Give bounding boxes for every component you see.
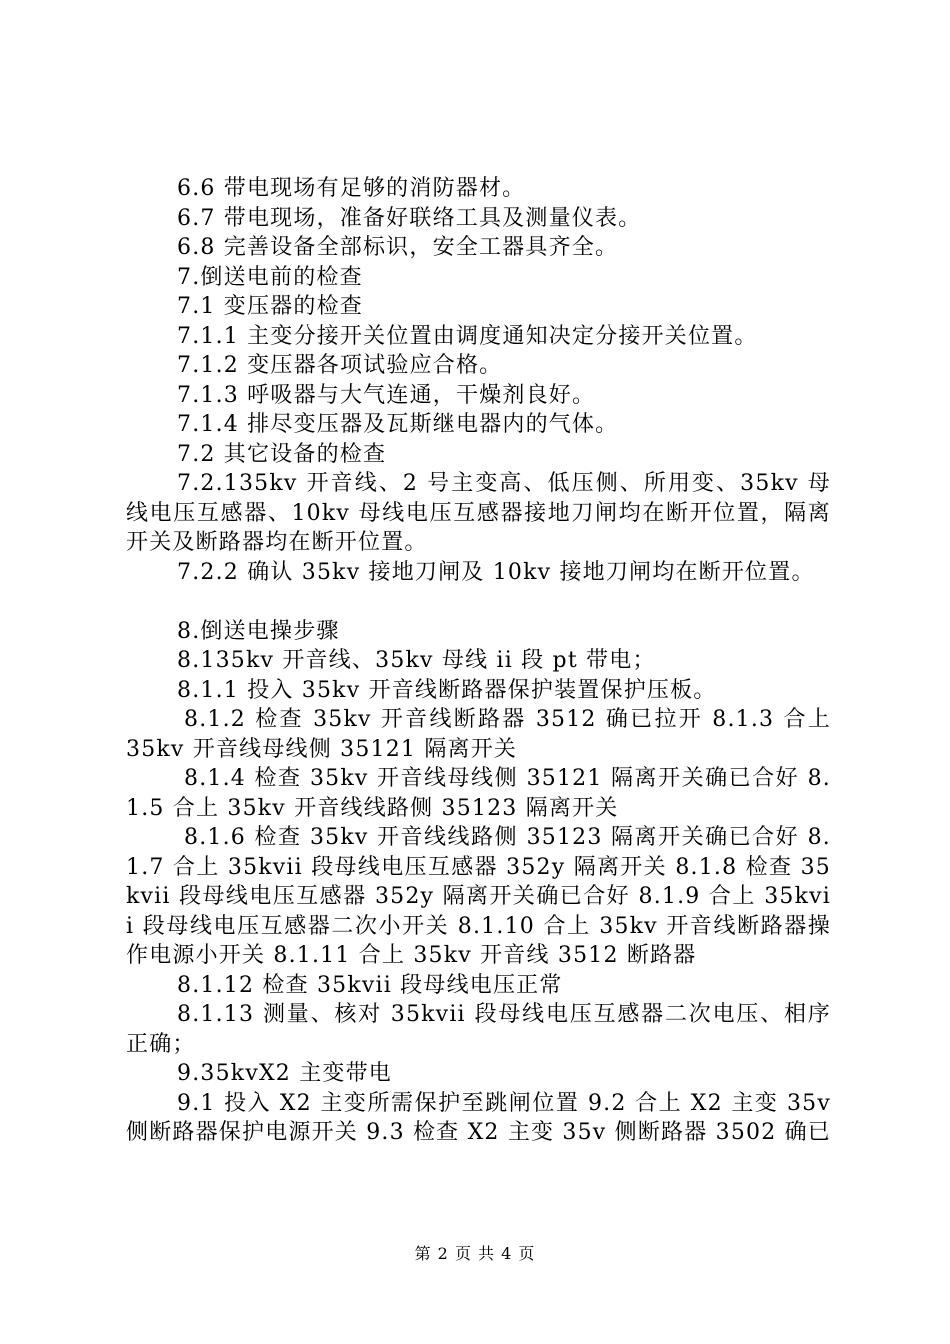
paragraph-9-1: 9.1 投入 X2 主变所需保护至跳闸位置 9.2 合上 X2 主变 35v 侧断路器保护电源开关 9.3 检查 X2 主变 35v 侧断路器 3502 确已 — [126, 1090, 832, 1145]
paragraph-7-1-2: 7.1.2 变压器各项试验应合格。 — [177, 353, 503, 378]
subsection-heading-7-1: 7.1 变压器的检查 — [177, 294, 363, 319]
blank-line — [126, 587, 831, 617]
paragraph-8-1-13: 8.1.13 测量、核对 35kvii 段母线电压互感器二次电压、相序正确； — [126, 1002, 831, 1057]
page-number-footer: 第 2 页 共 4 页 — [414, 1244, 536, 1263]
subsection-heading-7-2: 7.2 其它设备的检查 — [177, 441, 387, 467]
paragraph-8-1-4: 8.1.4 检查 35kv 开音线母线侧 35121 隔离开关确已合好 8.1.5 合上 35kv 开音线线路侧 35123 隔离开关 — [126, 766, 831, 821]
section-heading-9: 9.35kvX2 主变带电 — [177, 1061, 392, 1086]
paragraph-6-7: 6.7 带电现场，准备好联络工具及测量仪表。 — [177, 205, 642, 231]
document-body — [126, 174, 831, 1148]
paragraph-7-1-1: 7.1.1 主变分接开关位置由调度通知决定分接开关位置。 — [177, 323, 758, 349]
paragraph-7-1-4: 7.1.4 排尽变压器及瓦斯继电器内的气体。 — [177, 412, 619, 437]
paragraph-6-8: 6.8 完善设备全部标识，安全工器具齐全。 — [177, 235, 619, 260]
paragraph-8-1: 8.135kv 开音线、35kv 母线 ii 段 pt 带电； — [177, 648, 656, 673]
paragraph-7-1-3: 7.1.3 呼吸器与大气连通，干燥剂良好。 — [177, 382, 596, 408]
section-heading-7: 7.倒送电前的检查 — [177, 264, 363, 290]
paragraph-8-1-6: 8.1.6 检查 35kv 开音线线路侧 35123 隔离开关确已合好 8.1.7 合上 35kvii 段母线电压互感器 352y 隔离开关 8.1.8 检查 35kvii 段母线电压互感器 352y 隔离开关确已合好 8.1.9 合上 35kvii 段母线电压互感器二次小开关 8.1.10 合上 35kv 开音线断路器操作电源小开关 8.1.11 合上 35kv 开音线 3512 断路器 — [126, 825, 831, 968]
paragraph-6-6: 6.6 带电现场有足够的消防器材。 — [177, 176, 526, 201]
paragraph-8-1-12: 8.1.12 检查 35kvii 段母线电压正常 — [177, 972, 563, 998]
paragraph-8-1-2: 8.1.2 检查 35kv 开音线断路器 3512 确已拉开 8.1.3 合上 35kv 开音线母线侧 35121 隔离开关 — [126, 707, 831, 762]
paragraph-8-1-1: 8.1.1 投入 35kv 开音线断路器保护装置保护压板。 — [177, 677, 717, 703]
paragraph-7-2-1: 7.2.135kv 开音线、2 号主变高、低压侧、所用变、35kv 母线电压互感器、10kv 母线电压互感器接地刀闸均在断开位置，隔离开关及断路器均在断开位置。 — [126, 471, 831, 555]
paragraph-7-2-2: 7.2.2 确认 35kv 接地刀闸及 10kv 接地刀闸均在断开位置。 — [177, 559, 815, 585]
section-heading-8: 8.倒送电操步骤 — [177, 618, 340, 644]
